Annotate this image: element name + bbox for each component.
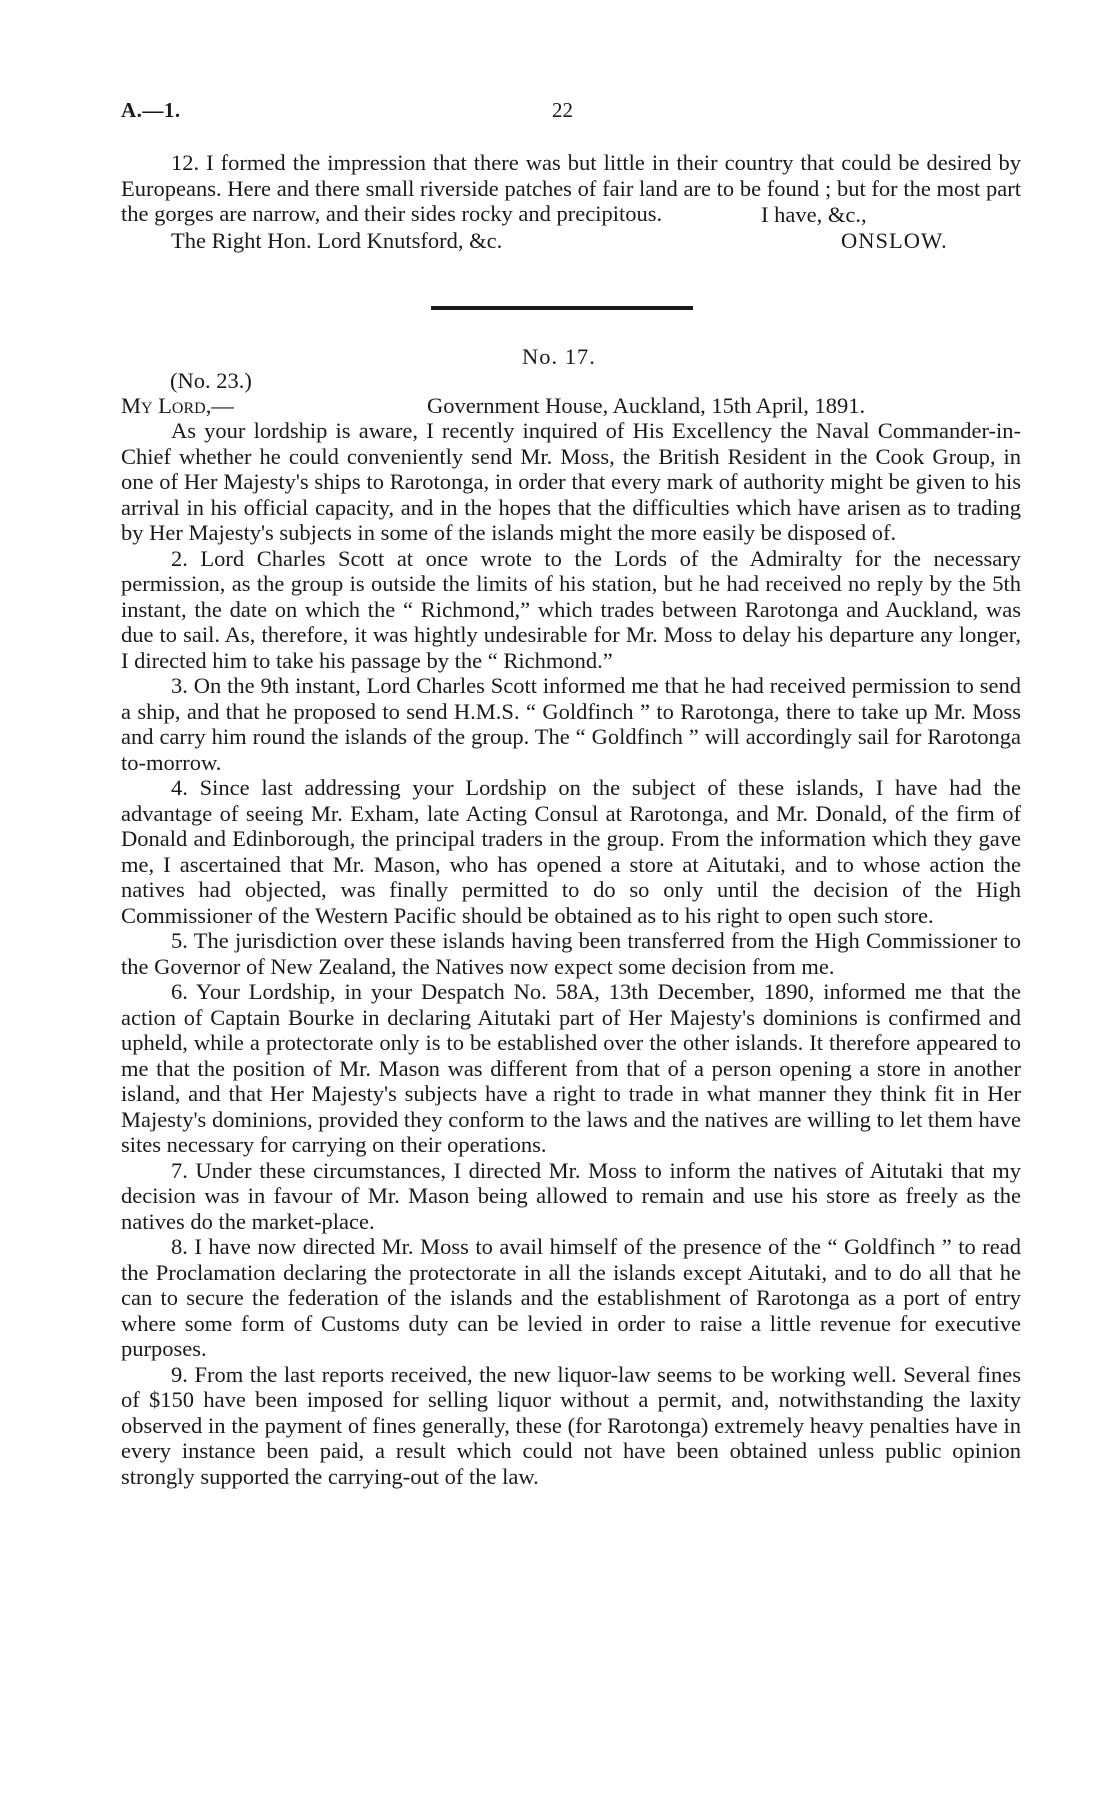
- paragraph-9: 9. From the last reports received, the new liquor-law seems to be working well. Several fines of $150 have been imposed for selling liquor without a permit, and, notwithstanding the laxity observed in the payment of fines generally, these (for Rarotonga) extremely heavy penalties have in every instance been paid, a result which could not have been obtained unless public opinion strongly supported the carrying-out of the law.: [121, 1361, 1021, 1489]
- salutation: My Lord,—: [121, 393, 234, 418]
- paragraph-4: 4. Since last addressing your Lordship on the subject of these islands, I have had the advantage of seeing Mr. Exham, late Acting Consul at Rarotonga, and Mr. Donald, of the firm of Donald and Edinborough, the principal traders in the group. From the information which they gave me, I ascertained that Mr. Mason, who has opened a store at Aitutaki, and to whose action the natives had objected, was finally permitted to do so only until the decision of the High Commissioner of the Western Pacific should be obtained as to his right to open such store.: [121, 775, 1021, 928]
- paragraph-2: 2. Lord Charles Scott at once wrote to the Lords of the Admiralty for the necessary permission, as the group is outside the limits of his station, but he had received no reply by the 5th instant, the date on which the “ Richmond,” which trades between Rarotonga and Auckland, was due to sail. As, therefore, it was hightly undesirable for Mr. Moss to delay his departure any longer, I directed him to take his passage by the “ Richmond.”: [121, 545, 1021, 673]
- paragraph-1: As your lordship is aware, I recently inquired of His Excellency the Naval Commander-in-Chief whether he could conveniently send Mr. Moss, the British Resident in the Cook Group, in one of Her Majesty's ships to Rarotonga, in order that every mark of authority might be given to his arrival in his official capacity, and in the hopes that the difficulties which have arisen as to trading by Her Majesty's subjects in some of the islands might the more easily be disposed of.: [121, 418, 1021, 545]
- previous-despatch-signoff: [121, 202, 1021, 278]
- paragraph-12: 12. I formed the impression that there was but little in their country that could be desired by Europeans. Here and there small riverside patches of fair land are to be found ; but for the most part the gorges are narrow, and their sides rocky and precipitous.: [121, 150, 1021, 226]
- page-number: 22: [552, 98, 573, 122]
- despatch-body: [121, 418, 1021, 1489]
- document-series-label: A.—1.: [121, 98, 181, 122]
- despatch-number: No. 17.: [522, 344, 596, 369]
- addressee: The Right Hon. Lord Knutsford, &c.: [171, 227, 503, 253]
- paragraph-8: 8. I have now directed Mr. Moss to avail himself of the presence of the “ Goldfinch ” to read the Proclamation declaring the protectorate in all the islands except Aitutaki, and to do all that he can to secure the federation of the islands and the establishment of Rarotonga as a port of entry where some form of Customs duty can be levied in order to raise a little revenue for executive purposes.: [121, 1234, 1021, 1361]
- salutation-row: [121, 393, 1021, 419]
- paragraph-3: 3. On the 9th instant, Lord Charles Scott informed me that he had received permission to send a ship, and that he proposed to send H.M.S. “ Goldfinch ” to Rarotonga, there to take up Mr. Moss and carry him round the islands of the group. The “ Goldfinch ” will accordingly sail for Rarotonga to-morrow.: [121, 673, 1021, 775]
- closing-formula: I have, &c.,: [761, 202, 867, 227]
- addressee-row: [121, 228, 1021, 254]
- address-date: Government House, Auckland, 15th April, 1891.: [427, 393, 866, 418]
- closing-row: [121, 202, 1021, 228]
- paragraph-5: 5. The jurisdiction over these islands having been transferred from the High Commissioner to the Governor of New Zealand, the Natives now expect some decision from me.: [121, 928, 1021, 979]
- section-divider-rule: [431, 306, 693, 310]
- paragraph-6: 6. Your Lordship, in your Despatch No. 58A, 13th December, 1890, informed me that the action of Captain Bourke in declaring Aitutaki part of Her Majesty's dominions is confirmed and upheld, while a protectorate only is to be established over the other islands. It therefore appeared to me that the position of Mr. Mason was different from that of a person opening a store in another island, and that Her Majesty's subjects have a right to trade in what manner they think fit in Her Majesty's dominions, provided they conform to the laws and the natives are willing to let them have sites necessary for carrying on their operations.: [121, 979, 1021, 1157]
- paragraph-7: 7. Under these circumstances, I directed Mr. Moss to inform the natives of Aitutaki that my decision was in favour of Mr. Mason being allowed to remain and use his store as freely as the natives do the market-place.: [121, 1157, 1021, 1234]
- despatch-reference: (No. 23.): [170, 368, 252, 393]
- signature: ONSLOW.: [841, 227, 948, 253]
